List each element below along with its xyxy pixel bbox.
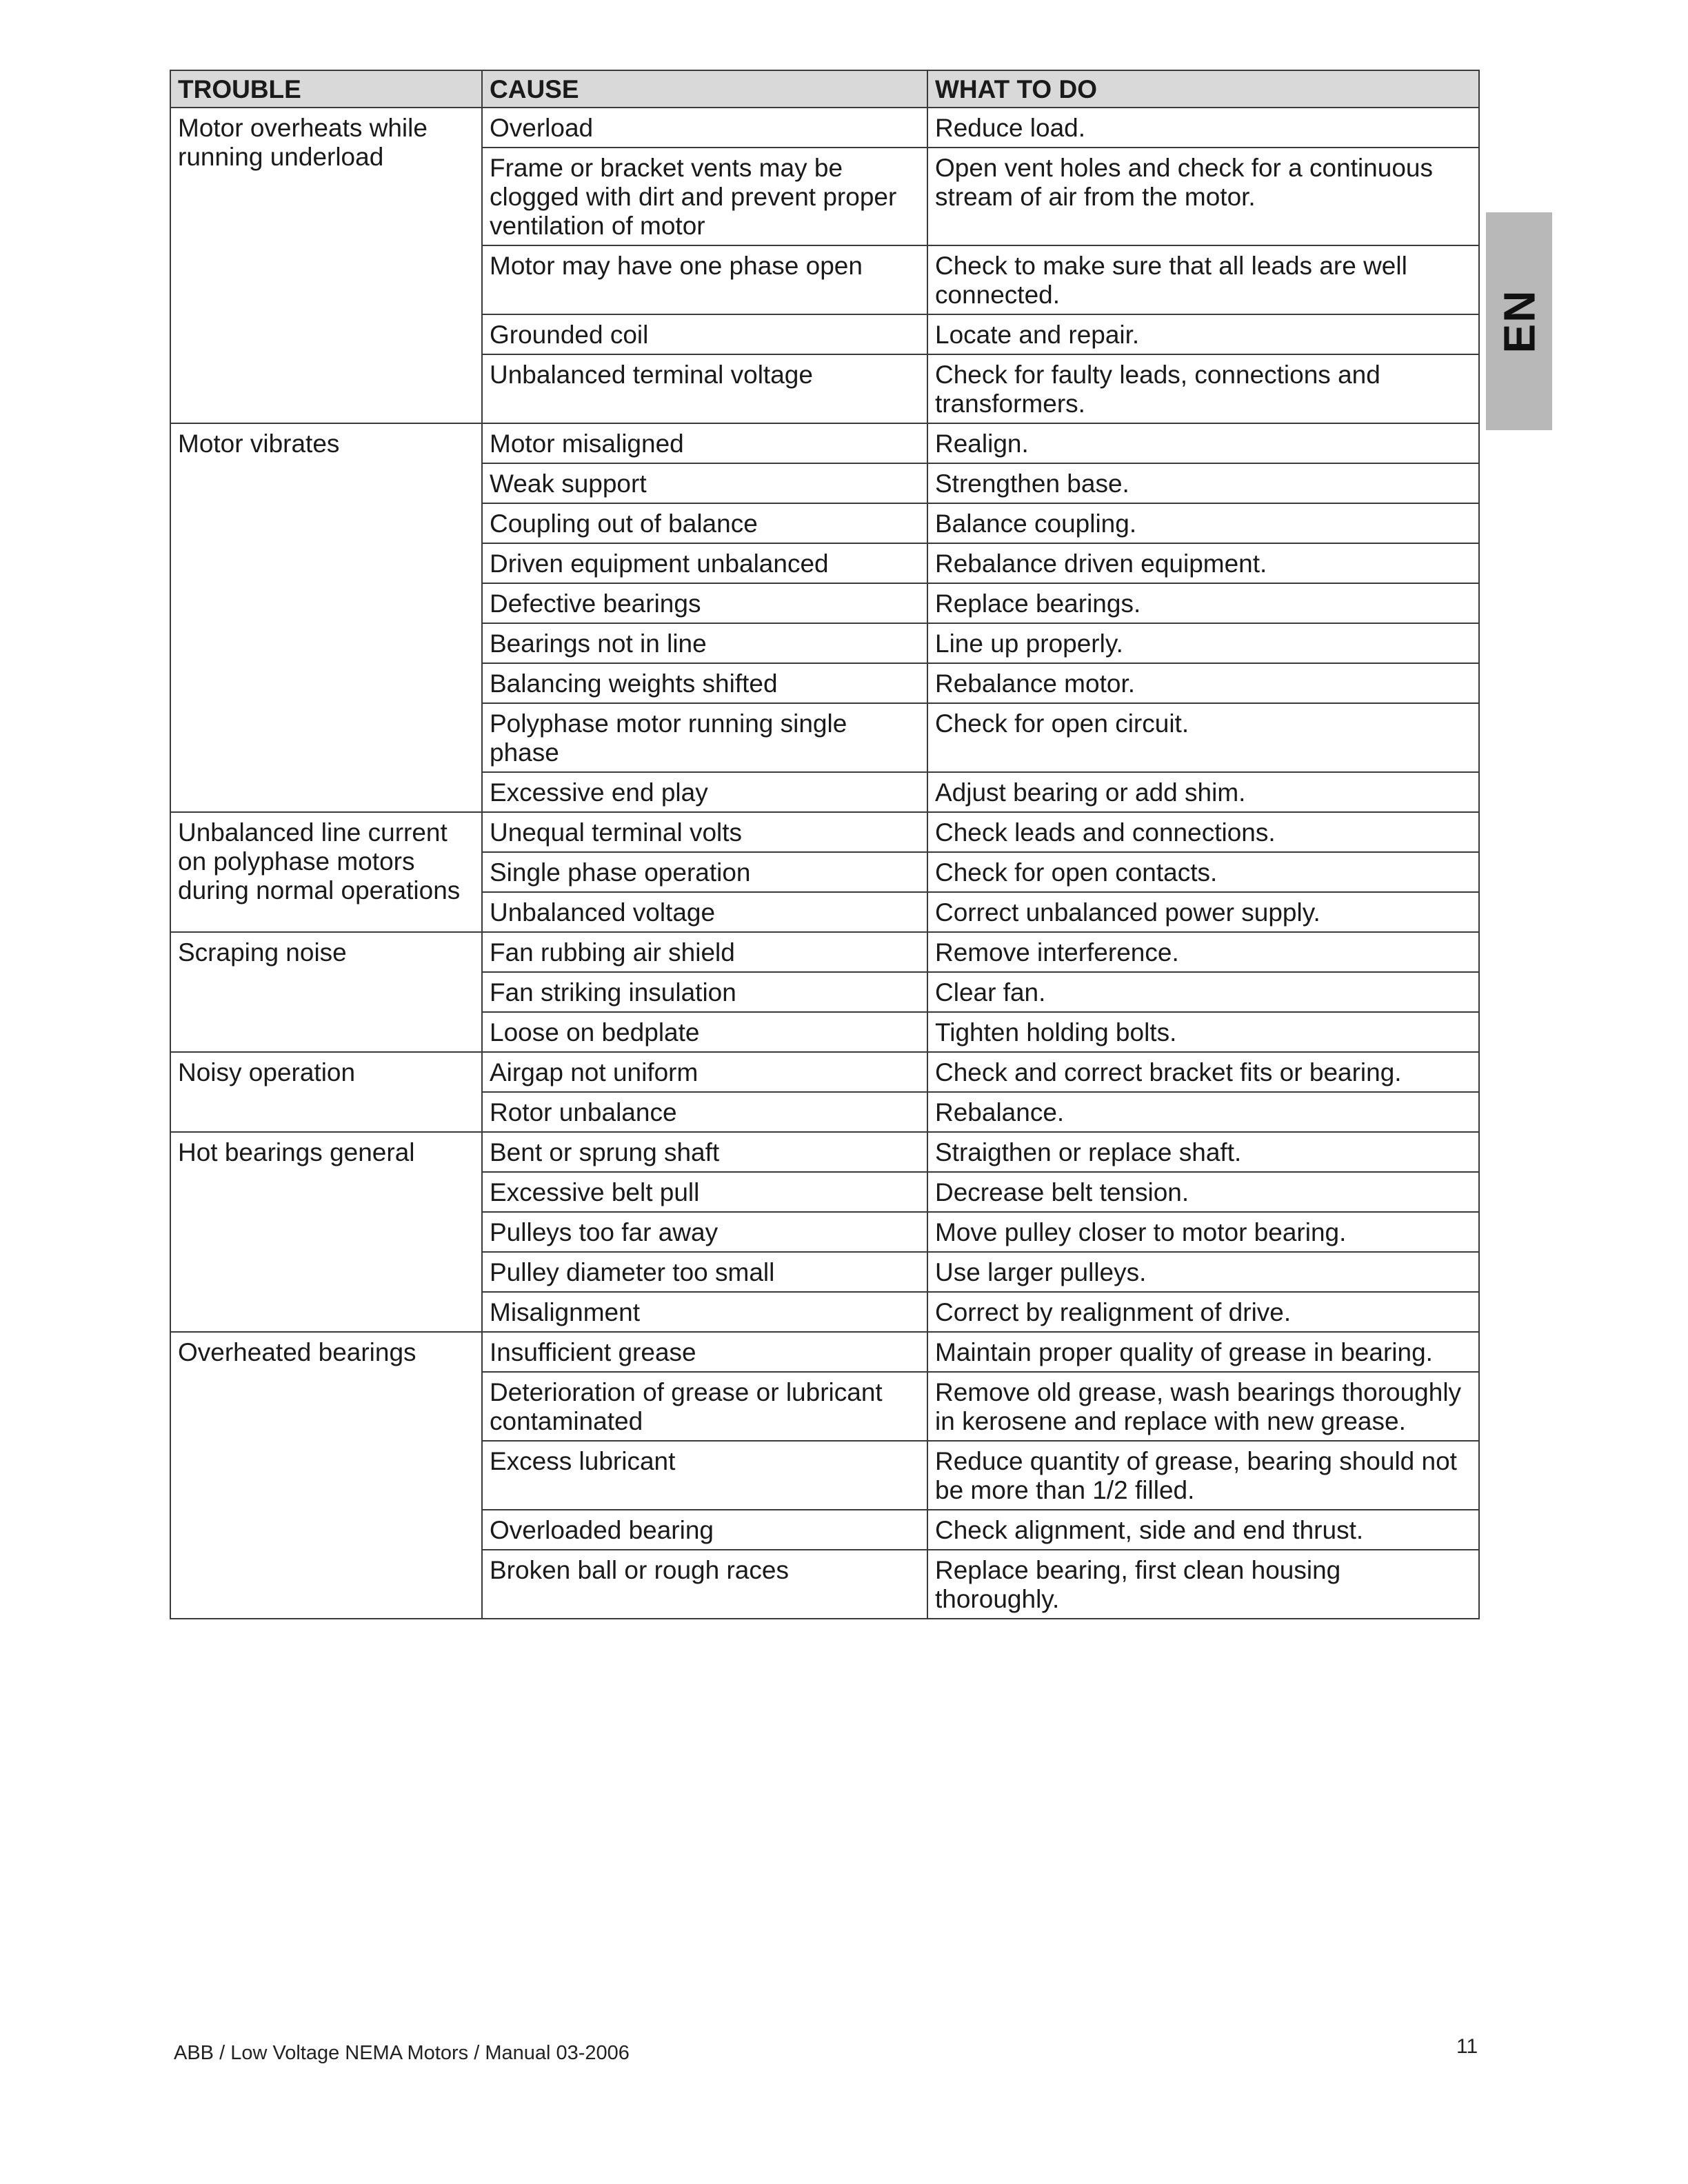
what-to-do-cell: Check leads and connections. (927, 812, 1479, 852)
what-to-do-cell: Check for faulty leads, connections and transformers. (927, 354, 1479, 423)
cause-cell: Deterioration of grease or lubricant contaminated (482, 1372, 927, 1441)
table-row (170, 1132, 1479, 1172)
what-to-do-cell: Clear fan. (927, 972, 1479, 1012)
cause-cell: Bearings not in line (482, 623, 927, 663)
cause-cell: Fan striking insulation (482, 972, 927, 1012)
trouble-cell: Noisy operation (170, 1052, 482, 1132)
trouble-cell: Motor overheats while running underload (170, 108, 482, 423)
what-to-do-cell: Use larger pulleys. (927, 1252, 1479, 1292)
what-to-do-cell: Decrease belt tension. (927, 1172, 1479, 1212)
cause-cell: Frame or bracket vents may be clogged with dirt and prevent proper ventilation of motor (482, 148, 927, 245)
cause-cell: Airgap not uniform (482, 1052, 927, 1092)
what-to-do-cell: Balance coupling. (927, 503, 1479, 543)
what-to-do-cell: Check for open contacts. (927, 852, 1479, 892)
what-to-do-cell: Reduce quantity of grease, bearing should not be more than 1/2 filled. (927, 1441, 1479, 1510)
cause-cell: Weak support (482, 463, 927, 503)
cause-cell: Single phase operation (482, 852, 927, 892)
trouble-cell: Motor vibrates (170, 423, 482, 812)
what-to-do-cell: Remove interference. (927, 932, 1479, 972)
cause-cell: Overloaded bearing (482, 1510, 927, 1550)
cause-cell: Pulleys too far away (482, 1212, 927, 1252)
what-to-do-cell: Correct by realignment of drive. (927, 1292, 1479, 1332)
what-to-do-cell: Check for open circuit. (927, 703, 1479, 772)
trouble-cell: Overheated bearings (170, 1332, 482, 1619)
cause-cell: Unbalanced terminal voltage (482, 354, 927, 423)
what-to-do-cell: Rebalance. (927, 1092, 1479, 1132)
language-tab-label: EN (1494, 289, 1544, 354)
what-to-do-cell: Rebalance driven equipment. (927, 543, 1479, 583)
cause-cell: Balancing weights shifted (482, 663, 927, 703)
what-to-do-cell: Maintain proper quality of grease in bearing. (927, 1332, 1479, 1372)
what-to-do-cell: Locate and repair. (927, 314, 1479, 354)
page-number: 11 (1456, 2035, 1478, 2058)
table-row (170, 1332, 1479, 1372)
what-to-do-cell: Move pulley closer to motor bearing. (927, 1212, 1479, 1252)
what-to-do-cell: Adjust bearing or add shim. (927, 772, 1479, 812)
cause-cell: Excessive end play (482, 772, 927, 812)
cause-cell: Excess lubricant (482, 1441, 927, 1510)
trouble-cell: Scraping noise (170, 932, 482, 1052)
what-to-do-cell: Correct unbalanced power supply. (927, 892, 1479, 932)
cause-cell: Overload (482, 108, 927, 148)
what-to-do-cell: Tighten holding bolts. (927, 1012, 1479, 1052)
cause-cell: Polyphase motor running single phase (482, 703, 927, 772)
what-to-do-cell: Check to make sure that all leads are well connected. (927, 245, 1479, 314)
header-cause: CAUSE (482, 70, 927, 108)
what-to-do-cell: Check alignment, side and end thrust. (927, 1510, 1479, 1550)
cause-cell: Loose on bedplate (482, 1012, 927, 1052)
what-to-do-cell: Replace bearing, first clean housing thoroughly. (927, 1550, 1479, 1619)
cause-cell: Fan rubbing air shield (482, 932, 927, 972)
cause-cell: Motor may have one phase open (482, 245, 927, 314)
what-to-do-cell: Line up properly. (927, 623, 1479, 663)
cause-cell: Coupling out of balance (482, 503, 927, 543)
table-header-row (170, 70, 1479, 108)
trouble-cell: Hot bearings general (170, 1132, 482, 1332)
what-to-do-cell: Realign. (927, 423, 1479, 463)
what-to-do-cell: Rebalance motor. (927, 663, 1479, 703)
header-what-to-do: WHAT TO DO (927, 70, 1479, 108)
cause-cell: Grounded coil (482, 314, 927, 354)
cause-cell: Unbalanced voltage (482, 892, 927, 932)
language-tab (1486, 212, 1552, 430)
cause-cell: Defective bearings (482, 583, 927, 623)
what-to-do-cell: Remove old grease, wash bearings thoroughly in kerosene and replace with new grease. (927, 1372, 1479, 1441)
cause-cell: Broken ball or rough races (482, 1550, 927, 1619)
cause-cell: Misalignment (482, 1292, 927, 1332)
what-to-do-cell: Check and correct bracket fits or bearing. (927, 1052, 1479, 1092)
header-trouble: TROUBLE (170, 70, 482, 108)
cause-cell: Motor misaligned (482, 423, 927, 463)
trouble-cell: Unbalanced line current on polyphase motors during normal operations (170, 812, 482, 932)
what-to-do-cell: Replace bearings. (927, 583, 1479, 623)
what-to-do-cell: Strengthen base. (927, 463, 1479, 503)
cause-cell: Pulley diameter too small (482, 1252, 927, 1292)
table-row (170, 932, 1479, 972)
cause-cell: Bent or sprung shaft (482, 1132, 927, 1172)
table-row (170, 812, 1479, 852)
cause-cell: Rotor unbalance (482, 1092, 927, 1132)
table-body (170, 108, 1479, 1619)
cause-cell: Unequal terminal volts (482, 812, 927, 852)
table-row (170, 108, 1479, 148)
what-to-do-cell: Open vent holes and check for a continuous stream of air from the motor. (927, 148, 1479, 245)
cause-cell: Driven equipment unbalanced (482, 543, 927, 583)
cause-cell: Insufficient grease (482, 1332, 927, 1372)
table-row (170, 1052, 1479, 1092)
what-to-do-cell: Straigthen or replace shaft. (927, 1132, 1479, 1172)
cause-cell: Excessive belt pull (482, 1172, 927, 1212)
table-row (170, 423, 1479, 463)
what-to-do-cell: Reduce load. (927, 108, 1479, 148)
troubleshooting-table (170, 70, 1480, 1619)
footer-text: ABB / Low Voltage NEMA Motors / Manual 03-2006 (174, 2042, 630, 2064)
